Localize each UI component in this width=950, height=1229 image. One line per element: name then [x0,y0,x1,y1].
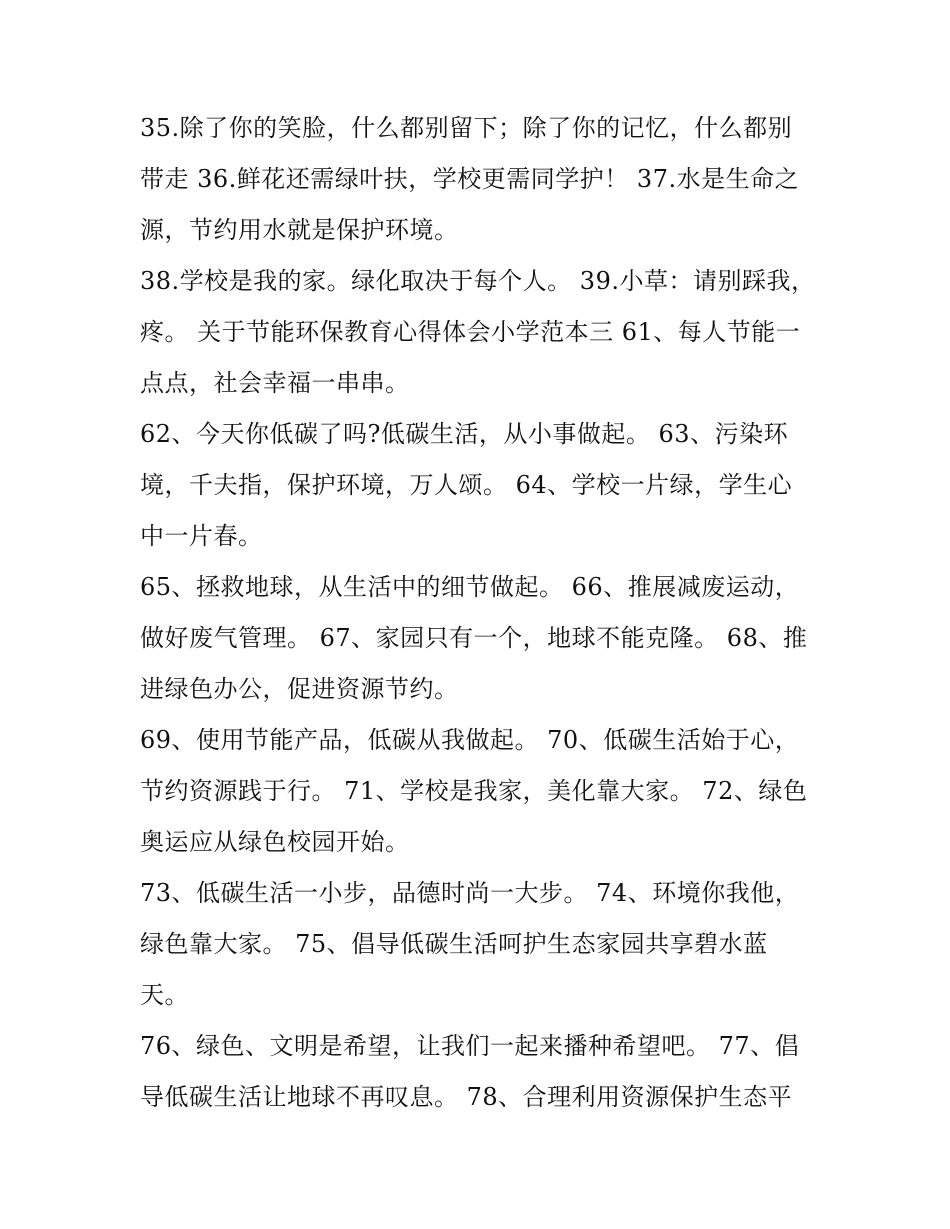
text-line: 38.学校是我的家。绿化取决于每个人。 39.小草：请别踩我， [140,267,816,295]
paragraph-35-37 [140,103,810,256]
text-line: 源，节约用水就是保护环境。 [140,216,459,244]
paragraph-65-68 [140,562,810,715]
text-line: 疼。 关于节能环保教育心得体会小学范本三 61、每人节能一 [140,318,801,346]
text-line: 76、绿色、文明是希望，让我们一起来播种希望吧。 77、倡 [140,1032,800,1060]
text-line: 中一片春。 [140,522,263,550]
document-body [140,103,816,1123]
paragraph-69-72 [140,715,810,868]
text-line: 62、今天你低碳了吗?低碳生活，从小事做起。 63、污染环 [140,420,789,448]
text-line: 点点，社会幸福一串串。 [140,369,410,397]
paragraph-76-78 [140,1021,810,1123]
paragraph-38-61 [140,256,816,409]
text-line: 35.除了你的笑脸，什么都别留下；除了你的记忆，什么都别 [140,114,793,142]
text-line: 65、拯救地球，从生活中的细节做起。 66、推展减废运动， [140,573,800,601]
text-line: 进绿色办公，促进资源节约。 [140,675,459,703]
text-line: 带走 36.鲜花还需绿叶扶，学校更需同学护！ 37.水是生命之 [140,165,800,193]
text-line: 导低碳生活让地球不再叹息。 78、合理利用资源保护生态平 [140,1083,793,1111]
paragraph-62-64 [140,409,810,562]
paragraph-73-75 [140,868,810,1021]
text-line: 绿色靠大家。 75、倡导低碳生活呵护生态家园共享碧水蓝 [140,930,768,958]
text-line: 69、使用节能产品，低碳从我做起。 70、低碳生活始于心， [140,726,800,754]
text-line: 节约资源践于行。 71、学校是我家，美化靠大家。 72、绿色 [140,777,808,805]
text-line: 做好废气管理。 67、家园只有一个，地球不能克隆。 68、推 [140,624,808,652]
text-line: 境，千夫指，保护环境，万人颂。 64、学校一片绿，学生心 [140,471,793,499]
text-line: 奥运应从绿色校园开始。 [140,828,410,856]
text-line: 73、低碳生活一小步，品德时尚一大步。 74、环境你我他， [140,879,800,907]
text-line: 天。 [140,981,189,1009]
